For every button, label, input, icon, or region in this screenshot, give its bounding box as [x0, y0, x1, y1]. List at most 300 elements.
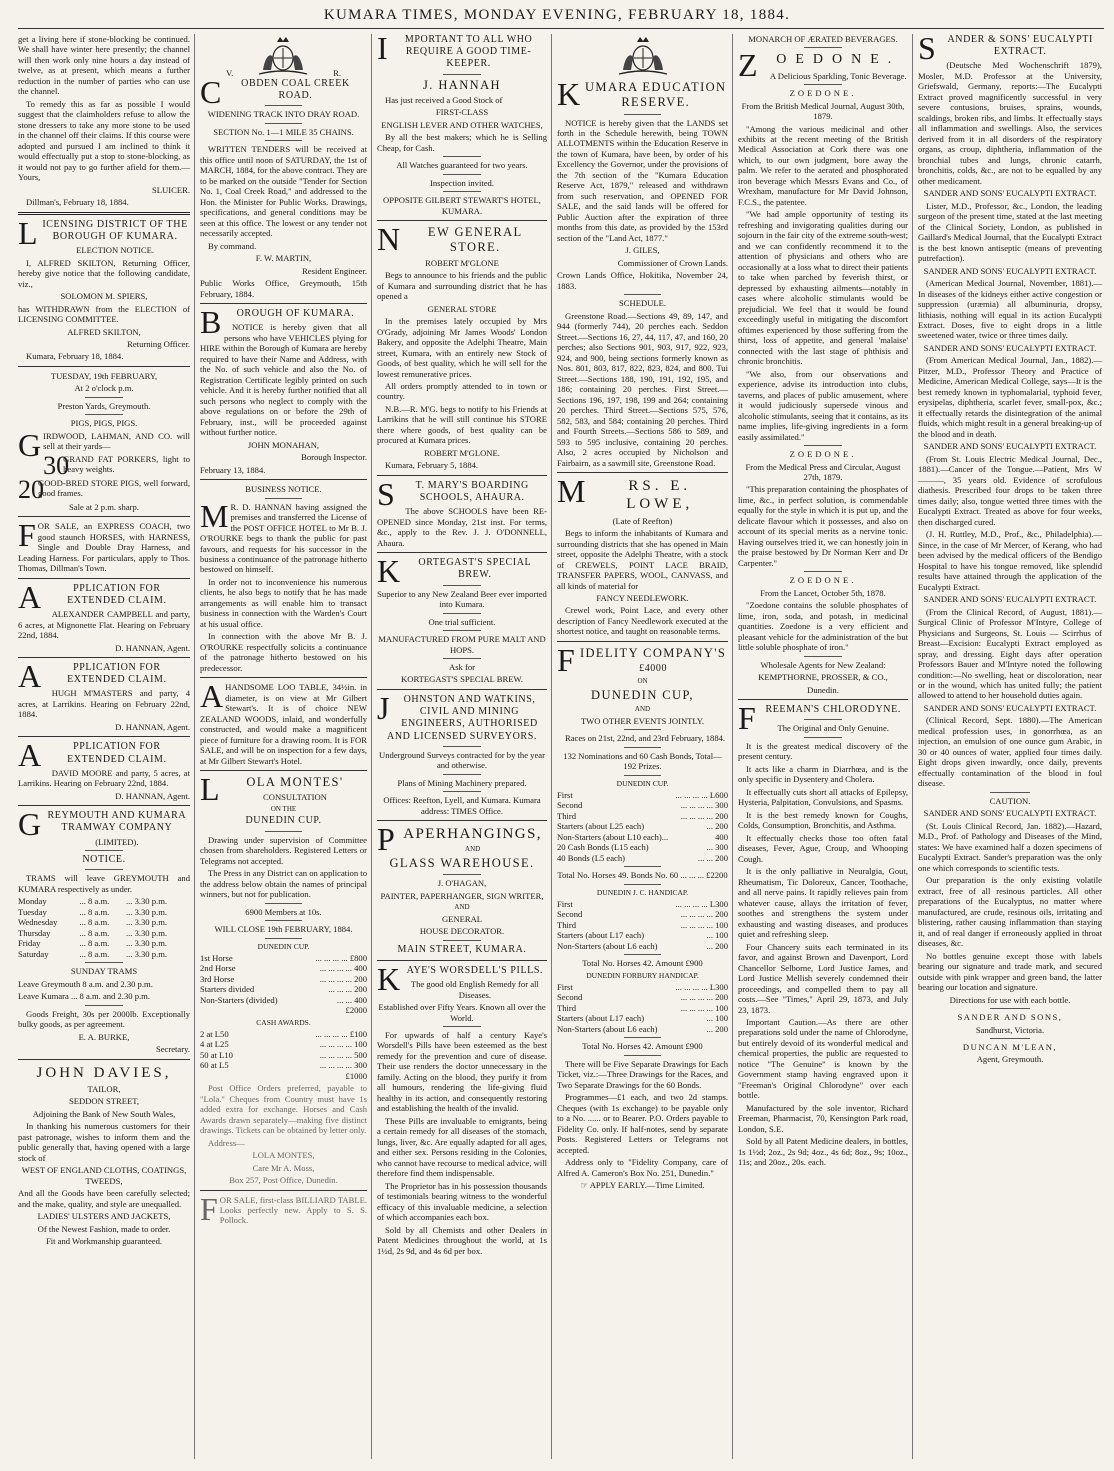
divider: [18, 516, 190, 517]
zoedone-monarch: MONARCH OF ÆRATED BEVERAGES.: [748, 34, 898, 44]
table-row: 2nd Horse ... ... ... ... 400: [200, 963, 367, 974]
table-row: First ... ... ... ... L600: [557, 789, 728, 800]
kaye-established: Established over Fifty Years. Known all over the World.: [378, 1002, 546, 1023]
table-row: Starters divided ... ... ... 200: [200, 984, 367, 995]
store-general: GENERAL STORE: [427, 303, 497, 314]
sunday-trams-heading: SUNDAY TRAMS: [70, 966, 138, 977]
divider: [804, 737, 841, 738]
paper-general: GENERAL: [441, 913, 483, 924]
masthead-rule: [18, 28, 1104, 29]
sander-heading: SANDER AND SONS' EUCALYPTI EXTRACT.: [923, 265, 1097, 276]
divider: [200, 677, 367, 678]
goods-freight: Goods Freight, 30s per 2000lb. Exceptionally bulky goods, as per agreement.: [18, 1008, 190, 1030]
davies-ladies: LADIES' ULSTERS AND JACKETS,: [37, 1211, 171, 1222]
fidelity-races: Races on 21st, 22nd, and 23rd February, 1884.: [565, 733, 726, 744]
table-row: Wednesday ... 8 a.m. ... 3.30 p.m.: [18, 917, 168, 928]
lowe-title: MRS. E. LOWE,: [557, 473, 694, 513]
paper-address: MAIN STREET, KUMARA.: [397, 943, 527, 955]
paper-house: HOUSE DECORATOR.: [419, 926, 505, 937]
store-body: In the premises lately occupied by Mrs O'Grady, adjoining Mr James Woods' London Bakery, and opposite the Adelphi Theatre, Main street, Kumara, with an entirely new Stock of Goods, of best quality, which he will sell for the lowest remunerative prices.: [377, 316, 547, 379]
fidelity-apply: [557, 1180, 728, 1190]
application-body: HUGH M'MASTERS and party, 4 acres, at Larrikins. Hearing on February 22nd, 1884.: [18, 688, 190, 720]
education-office: Crown Lands Office, Hokitika, November 24, 1883.: [557, 270, 728, 291]
divider: [18, 366, 190, 367]
davies-body: And all the Goods have been carefully selected; and the make, quality, and style are unequalled.: [18, 1188, 190, 1209]
divider: [265, 498, 302, 499]
billiard-ad: FOR SALE, first-class BILLIARD TABLE. Looks perfectly new. Apply to S. S. Pollock.: [200, 1190, 367, 1227]
table-row: 40 Bonds (L5 each) ... ... 200: [557, 852, 728, 863]
divider: [200, 770, 367, 771]
divider: [377, 475, 547, 476]
pig-sale-time: At 2 o'clock p.m.: [74, 383, 134, 394]
divider: [265, 903, 302, 904]
sander-signature: SANDER AND SONS,: [957, 1012, 1063, 1023]
brew-title: KORTEGAST'S SPECIAL BREW.: [377, 553, 532, 590]
zoedone-heading: ZOEDONE.: [789, 575, 857, 586]
divider: [85, 962, 123, 963]
kaye-body: These Pills are invaluable to emigrants, being a certain remedy for all diseases of the stomach, lungs, liver, &c. Are equally adapted for all ages, and either sex. Persons residing in the Colonies, who cannot have recourse to medical advice, will therefore find them indispensable.: [377, 1115, 547, 1179]
freeman-title: FREEMAN'S CHLORODYNE.: [738, 700, 901, 737]
brew-ask: Ask for: [448, 661, 476, 672]
divider: [624, 884, 662, 885]
table-row: Monday ... 8 a.m. ... 3.30 p.m.: [18, 896, 168, 907]
hannah-body: Has just received a Good Stock of: [385, 94, 503, 105]
sunday-trams-row: Leave Kumara ... 8 a.m. and 2.30 p.m.: [18, 991, 150, 1002]
pig-lot-desc: GRAND FAT PORKERS, light to heavy weights.: [63, 453, 190, 475]
table-row: Non-Starters (about L6 each) ... 200: [557, 940, 728, 951]
sander-agent-location: Agent, Greymouth.: [976, 1054, 1044, 1065]
borough-role: Borough Inspector.: [301, 452, 367, 463]
divider: [377, 689, 547, 690]
sander-directions: Directions for use with each bottle.: [949, 994, 1071, 1005]
licensing-role: Returning Officer.: [127, 339, 190, 349]
table-row: Starters (about L25 each) ... 200: [557, 821, 728, 832]
kaye-body: Sold by all Chemists and other Dealers in Patent Medicines throughout the world, at 1s 1½d, 2s 9d, and 4s 6d per box.: [377, 1224, 547, 1256]
zoedone-agents: Wholesale Agents for New Zealand:: [760, 659, 886, 670]
divider: [377, 220, 547, 221]
divider: [443, 1026, 480, 1027]
lola-cup: DUNEDIN CUP.: [245, 815, 322, 827]
hannah-item: ENGLISH LEVER AND OTHER WATCHES,: [381, 119, 543, 130]
zoedone-title: ZOEDONE.: [738, 47, 901, 84]
divider: [443, 630, 480, 631]
tramway-timetable: [18, 896, 190, 959]
divider: [624, 114, 662, 115]
tramway-notice: NOTICE.: [82, 854, 126, 866]
licensing-subtitle: ELECTION NOTICE.: [76, 245, 154, 256]
table-row: Non-Starters (about L6 each) ... 200: [557, 1023, 728, 1034]
divider: [18, 212, 190, 215]
sander-body: Lister, M.D., Professor, &c., London, the leading surgeon of the present time, stated at the last meeting of the Clinical Society, London, as published in Gaillard's Medical Journal, that the Eucalypti Extract is the best known antiseptic (means of preventing putrefaction).: [918, 200, 1102, 264]
divider: [443, 174, 480, 175]
column-6: [914, 34, 1106, 1464]
application-title: APPLICATION FOR EXTENDED CLAIM.: [18, 658, 167, 695]
application-signature: D. HANNAN, Agent.: [115, 721, 190, 732]
sander-heading: SANDER AND SONS' EUCALYPTI EXTRACT.: [923, 342, 1097, 353]
divider: [443, 746, 480, 747]
paper-and: AND: [454, 903, 470, 912]
education-schedule: Greenstone Road.—Sections 49, 89, 147, and 944 (formerly 744), 20 perches each. Seddon Street.—Sections 16, 27, 44, 117, 47, and 160, 20 perches; also Sections 901, 903, 917, 922, 923, 924, and 900, being sections formerly known as Nos. 801, 803, 817, 822, 823, 824, and 800. Tui Street.—Sections 188, 190, 191, 192, 195, and 186; containing 20 perches. First Street.—Sections 196, 197, 198, 199 and 264; containing 20 perches. Third Street.—Sections 575, 576, 582, 583, and 584; containing 20 perches. Third and Fourth Streets.—Sections 586 to 589, and 593 to 595 inclusive, containing 20 perches. Also, 2 acres occupied by Nicholson and Fairbairn, as a sawmill site, Greenstone Road.: [557, 310, 728, 468]
divider: [377, 820, 547, 821]
business-body: In connection with the above Mr B. J. O'ROURKE respectfully solicits a continuance of the patronage hitherto bestowed on his predecessor.: [200, 631, 367, 673]
pig-sale-place: Preston Yards, Greymouth.: [57, 400, 151, 411]
table-row: Tuesday ... 8 a.m. ... 3.30 p.m.: [18, 906, 168, 917]
davies-title: JOHN DAVIES,: [36, 1064, 172, 1081]
divider: [804, 656, 841, 657]
divider: [18, 657, 190, 658]
licensing-body: I, ALFRED SKILTON, Returning Officer, hereby give notice that the following candidate, viz.,: [18, 257, 190, 289]
application-body: ALEXANDER CAMPBELL and party, 6 acres, at Mignonette Flat. Hearing on February 22nd, 1884.: [18, 609, 190, 641]
fidelity-nominations: 132 Nominations and 60 Cash Bonds, Total—192 Prizes.: [563, 750, 722, 772]
divider: [18, 1059, 190, 1060]
davies-fashion: Of the Newest Fashion, made to order.: [37, 1223, 171, 1234]
loo-table-ad: AHANDSOME LOO TABLE, 34½in. in diameter, is on view at Mr Gilbert Stewart's. It is of choice NEW ZEALAND WOODS, inlaid, and wonderfully constructed, and would make a magnificent piece of furniture for a drawing room. It is FOR SALE, and will be on inspection for a few days, at Mr Gilbert Stewart's Hotel.: [200, 678, 367, 766]
freeman-body: It is the only palliative in Neuralgia, Gout, Rheumatism, Tic Doloreux, Cancer, Toothache, and all nerve pains. It rapidly relieves pain from whatever cause, allays the irritation of fever, soothes and strengthens the system under exhausting and wasting diseases, and produces quiet and refreshing sleep.: [738, 866, 908, 940]
tramway-limited: (LIMITED).: [95, 836, 139, 847]
divider: [443, 156, 480, 157]
divider: [804, 84, 841, 85]
divider: [624, 1037, 662, 1038]
divider: [990, 1038, 1030, 1039]
jw-plans: Plans of Mining Machinery prepared.: [397, 777, 527, 788]
sander-body: (St. Louis Clinical Record, Jan. 1882).—Hazard, M.D., Prof. of Pathology and Diseases of the Mind, states: We have examined half a dozen specimens of Eucalypti Extract. Sander's preparation was the only one which corresponds to scientific tests.: [918, 820, 1102, 873]
fidelity-cup-total: Total No. Horses 49. Bonds No. 60 ... ... ... £2200: [557, 870, 728, 881]
table-row: Non-Starters (about L10 each)... 400: [557, 831, 728, 842]
table-row: Second ... ... ... ... 200: [557, 909, 728, 920]
pointing-hand-icon: ☞: [580, 1180, 589, 1191]
divider: [557, 641, 728, 642]
paper-and: AND: [465, 845, 481, 854]
table-row: Friday ... 8 a.m. ... 3.30 p.m.: [18, 938, 168, 949]
table-row: Second ... ... ... ... 200: [557, 992, 728, 1003]
lola-address-care: Care Mr A. Moss,: [252, 1162, 315, 1173]
divider: [624, 747, 662, 748]
table-row: Second ... ... ... ... 300: [557, 800, 728, 811]
table-row: 3rd Horse ... ... ... ... 200: [200, 973, 367, 984]
table-row: 1st Horse ... ... ... ... £800: [200, 952, 367, 963]
freeman-body: It acts like a charm in Diarrhœa, and is the only specific in Dysentery and Cholera.: [738, 763, 908, 785]
tramway-signature: E. A. BURKE,: [78, 1031, 130, 1042]
freeman-body: It is the best remedy known for Coughs, Colds, Consumption, Bronchitis, and Asthma.: [738, 809, 908, 831]
zoedone-agent-city: Dunedin.: [807, 684, 839, 695]
business-body: In order not to inconvenience his numerous clients, he also begs to notify that he has made arrangements as will enable him to transact business in connection with the Warden's Court at his usual office.: [200, 576, 367, 629]
sluicer-letter: get a living here if stone-blocking be continued. We shall have winter here presently; the channel will then work only nine hours a day instead of twelve, as at present, which means a further reduction in the number of parties who can use the channel.: [18, 34, 190, 97]
davies-location: Adjoining the Bank of New South Wales,: [32, 1108, 176, 1119]
fidelity-body: Programmes—£1 each, and two 2d stamps. Cheques (with 1s exchange) to be payable only to a No. ...... or to Bearer. P.O. Orders payable to Fidelity Co. only. If half-notes, send by separate Posts. Registered Letters or Telegrams not accepted.: [557, 1092, 728, 1155]
jw-title: JOHNSTON AND WATKINS, CIVIL AND MINING ENGINEERS, AUTHORISED AND LICENSED SURVEYORS.: [377, 689, 538, 742]
zoedone-source: From the Medical Press and Circular, August 27th, 1879.: [745, 461, 901, 482]
lowe-late: (Late of Reefton): [612, 515, 673, 526]
paper-title: PAPERHANGINGS,: [377, 821, 542, 858]
divider: [804, 719, 841, 720]
kaye-subtitle: The good old English Remedy for all Diseases.: [410, 979, 539, 1000]
table-row: 20 Cash Bonds (L15 each) ... 300: [557, 842, 728, 853]
sluicer-date: Dillman's, February 18, 1884.: [26, 197, 129, 208]
education-signature: J. GILES,: [625, 245, 660, 256]
lowe-body: Crewel work, Point Lace, and every other description of Fancy Needlework executed at the shortest notice, and taught on reasonable terms.: [557, 605, 728, 637]
hannah-address: OPPOSITE GILBERT STEWART'S HOTEL, KUMARA.: [383, 195, 541, 216]
davies-goods: WEST OF ENGLAND CLOTHS, COATINGS, TWEEDS,: [21, 1165, 187, 1186]
sander-heading: SANDER AND SONS' EUCALYPTI EXTRACT.: [923, 594, 1097, 605]
fidelity-jc-total: Total No. Horses 42. Amount £900: [582, 958, 703, 969]
table-row: 2 at L50 ... ... ... ... £100: [200, 1028, 367, 1039]
cobden-subtitle: WIDENING TRACK INTO DRAY ROAD.: [207, 109, 360, 120]
divider: [804, 47, 841, 48]
lola-cash-total: £1000: [345, 1070, 367, 1081]
divider: [624, 729, 662, 730]
column-divider: [371, 34, 372, 1459]
store-name: ROBERT M'GLONE: [425, 257, 499, 268]
davies-street: SEDDON STREET,: [68, 1096, 140, 1107]
divider: [265, 123, 302, 124]
fidelity-title: FIDELITY COMPANY'S: [557, 641, 727, 678]
pig-lot-number: 20: [18, 477, 44, 502]
table-row: First ... ... ... ... L300: [557, 981, 728, 992]
divider: [443, 613, 480, 614]
tramway-title: GREYMOUTH AND KUMARA TRAMWAY COMPANY: [18, 806, 187, 843]
freeman-body: It effectually checks those too often fatal diseases, Fever, Ague, Croup, and Whooping Cough.: [738, 832, 908, 864]
pig-sale-time-note: Sale at 2 p.m. sharp.: [69, 501, 139, 512]
cobden-body: WRITTEN TENDERS will be received at this office until noon of SATURDAY, the 1st of MARCH, 1884, for the above contract. They are to be marked on the outside "Tender for Section No. 1, Coal Creek Road," and addressed to the Hon. the Minister for Public Works. Drawings, specifications, and general conditions may be seen at this office. The lowest or any tender not necessarily accepted.: [200, 144, 367, 239]
divider: [443, 774, 480, 775]
divider: [200, 1190, 367, 1191]
zoedone-heading: ZOEDONE.: [789, 88, 857, 99]
freeman-body: Four Chancery suits each terminated in its favor, and against Brown and Davenport, Lord Chancellor Selborne, Lord Justice James, and Lord Justice Mellish severely condemned their proceedings, and compelled them to pay all costs.—See "Times," April 29, 1873, and July 23, 1873.: [738, 941, 908, 1015]
zoedone-heading: ZOEDONE.: [789, 449, 857, 460]
cobden-section: SECTION No. 1—1 MILE 35 CHAINS.: [213, 126, 354, 137]
sander-caution: CAUTION.: [989, 795, 1031, 806]
sander-body: Our preparation is the only existing volatile extract, free of all resinous particles. All other preparations of the Eucalyptus, no matter where manufactured, are crude, resinous oils, irritating and blistering, rather causing inflammation than staying it, and of real danger if erroneously applied in throat diseases, &c.: [918, 875, 1102, 949]
crest-letter: R.: [333, 67, 341, 78]
divider: [85, 397, 123, 398]
sander-location: Sandhurst, Victoria.: [975, 1024, 1045, 1035]
education-schedule-heading: SCHEDULE.: [618, 298, 667, 309]
sander-body: (J. H. Ruttley, M.D., Prof., &c., Philadelphia).—Since, in the case of Mr Mercer, of Kerang, who had been advised by the medical officers of the Bendigo Hospital to have his tongue removed, like splendid results have attained through the application of the Eucalypti Extract.: [918, 529, 1102, 592]
divider: [738, 699, 908, 700]
lola-address-box: Box 257, Post Office, Dunedin.: [229, 1175, 338, 1186]
lola-cup-heading: DUNEDIN CUP.: [257, 941, 310, 951]
divider: [18, 805, 190, 806]
sander-body: (Deutsche Med Wochenschrift 1879), Mosler, M.D. Professor at the University, Griefswald, Germany, reports:—The Eucalypti Extract proved magnificently successful in very severe contusions, bruises, sprains, wounds, scaldings, broken ribs, and limbs. It effectually stays all inflammation and swellings. Also, the services derived from it in all disorders of the respiratory organs, as croup, diphtheria, inflammation of the bronchial tubes and lungs, chronic catarrh, bronchitis, colds, &c., are not to be equalled by any other medicament.: [918, 60, 1102, 186]
pig-lot-desc: GOOD-BRED STORE PIGS, well forward, good frames.: [38, 477, 190, 499]
divider: [624, 1055, 662, 1056]
zoedone-body: "Zoedone contains the soluble phosphates of lime, iron, soda, and potash, in medicinal quantities. Zoedone is a very efficient and pleasant vehicle for the administration of the but little soluble phosphate of iron.": [738, 600, 908, 653]
coach-for-sale: FOR SALE, an EXPRESS COACH, two good staunch HORSES, with HARNESS, Single and Double Dray Harness, and Leading Harness. For particulars, apply to Thos. Thomas, Dillman's Town.: [18, 517, 190, 574]
davies-body: In thanking his numerous customers for their past patronage, wishes to inform them and the public generally that, having opened with a large stock of: [18, 1121, 190, 1163]
education-title: KUMARA EDUCATION RESERVE.: [557, 76, 727, 112]
brew-trial: One trial sufficient.: [428, 616, 496, 627]
paper-trade: PAINTER, PAPERHANGER, SIGN WRITER,: [380, 890, 544, 901]
hannah-body: By all the best makers; which he is Selling Cheap, for Cash.: [377, 132, 547, 153]
sander-heading: SANDER AND SONS' EUCALYPTI EXTRACT.: [923, 702, 1097, 713]
column-2: [196, 34, 371, 1464]
application-title: APPLICATION FOR EXTENDED CLAIM.: [18, 578, 167, 615]
zoedone-body: "Among the various medicinal and other exhibits at the recent meeting of the British Medical Association at Cork there was one which, to our own judgment, bore away the palm. We refer to the aerated and phosphorated iron beverage which Messrs Evans and Co., of Wrexham, manufacture for Mr David Johnson, F.C.S., the patentee.: [738, 123, 908, 207]
sander-body: No bottles genuine except those with labels bearing our signature and trade mark, and secured outside with pink wrapper and green band, the latter bearing our location and signature.: [918, 950, 1102, 993]
hannah-guarantee: All Watches guaranteed for two years.: [396, 160, 528, 171]
royal-crest-icon: [612, 34, 674, 78]
divider: [443, 191, 480, 192]
tramway-role: Secretary.: [155, 1044, 190, 1055]
divider: [265, 105, 302, 106]
divider: [265, 140, 302, 141]
table-row: Non-Starters (divided) ... ... 400: [200, 994, 367, 1005]
column-divider: [732, 34, 733, 1459]
table-row: Starters (about L17 each) ... 100: [557, 930, 728, 941]
jw-body: Underground Surveys contracted for by the year and otherwise.: [379, 749, 545, 771]
licensing-name: SOLOMON M. SPIERS,: [60, 291, 148, 302]
lola-cash-table: [200, 1029, 367, 1071]
royal-crest-row: [200, 34, 367, 78]
divider: [443, 791, 480, 792]
brew-made: MANUFACTURED FROM PURE MALT AND HOPS.: [378, 634, 546, 655]
divider: [443, 658, 480, 659]
fidelity-forbury-total: Total No. Horses 42. Amount £900: [582, 1041, 703, 1052]
sluicer-letter: To remedy this as far as possible I would suggest that the claimholders refuse to allow the stone dressers to take any more stone to be used in the channel off their claims. If this course were adopted and pursued I am inclined to think it would effectually put a stop to stone-blocking, as it would not pay to go further afield for them.—Yours,: [18, 98, 190, 183]
divider: [18, 578, 190, 579]
store-body: Begs to announce to his friends and the public of Kumara and surrounding district that he has opened a: [377, 270, 547, 302]
lola-title: LOLA MONTES': [200, 771, 344, 808]
divider: [990, 792, 1030, 793]
table-row: Third ... ... ... ... 100: [557, 1002, 728, 1013]
application-title: APPLICATION FOR EXTENDED CLAIM.: [18, 737, 167, 774]
zoedone-agent-name: KEMPTHORNE, PROSSER, & CO.,: [758, 672, 888, 683]
freeman-body: Manufactured by the sole inventor, Richard Freeman, Pharmacist, 70, Kensington Park road, London, S.E.: [738, 1102, 908, 1134]
divider: [804, 571, 841, 572]
brew-name: KORTEGAST'S SPECIAL BREW.: [401, 674, 523, 685]
freeman-body: Sold by all Patent Medicine dealers, in bottles, 1s 1½d; 2oz., 2s 9d; 4oz., 4s 6d; 8oz., 9s; 10oz., 11s; and 20oz., 20s. each.: [738, 1136, 908, 1168]
licensing-signature: ALFRED SKILTON,: [67, 326, 141, 337]
column-1: [14, 34, 194, 1464]
fidelity-cup-heading: DUNEDIN CUP.: [616, 778, 669, 788]
fidelity-on: ON: [637, 677, 648, 686]
sander-heading: SANDER AND SONS' EUCALYPTI EXTRACT.: [923, 441, 1097, 452]
davies-trade: TAILOR,: [87, 1083, 121, 1094]
licensing-title: LICENSING DISTRICT OF THE BOROUGH OF KUMARA.: [18, 214, 188, 251]
divider: [443, 585, 480, 586]
divider: [265, 831, 302, 832]
lola-body: Drawing under supervision of Committee chosen from shareholders. Registered Letters or Telegrams not accepted.: [200, 834, 367, 866]
royal-crest-icon: [253, 34, 313, 78]
licensing-date: Kumara, February 18, 1884.: [26, 351, 124, 362]
sander-heading: SANDER AND SONS' EUCALYPTI EXTRACT.: [923, 808, 1097, 819]
sander-body: (From American Medical Journal, Jan., 1882).—Pitzer, M.D., Professor Theory and Practice of Medicine, American Medical College, says—It is the best remedy known in typhomalarial, typhoid fever, erysipelas, diphtheria, scarlet fever, small-pox, &c.; it effectually retards the disintegration of the animal fluids, which might result in a general breaking-up of the blood and in death.: [918, 355, 1102, 439]
cobden-office: Public Works Office, Greymouth, 15th February, 1884.: [200, 278, 367, 299]
store-body: All orders promptly attended to in town or country.: [377, 381, 547, 402]
lola-subtitle: CONSULTATION: [263, 792, 327, 803]
tramway-intro: TRAMS will leave GREYMOUTH and KUMARA respectively as under.: [18, 873, 190, 894]
zoedone-source: From the Lancet, October 5th, 1878.: [760, 587, 886, 598]
freeman-body: Important Caution.—As there are other preparations sold under the name of Chlorodyne, but entirely devoid of its wonderful medical and chemical properties, the public are requested to notice "The Genuine" is known by the Government stamp having engraved upon it "Freeman's Original Chlorodyne" over each bottle.: [738, 1016, 908, 1101]
fidelity-cup-table: [557, 790, 728, 863]
application-signature: D. HANNAN, Agent.: [115, 790, 190, 801]
cobden-role: Resident Engineer.: [302, 265, 367, 276]
column-4: [553, 34, 732, 1464]
lola-prize-total: £2000: [345, 1005, 367, 1016]
fidelity-jc-heading: DUNEDIN J. C. HANDICAP.: [596, 887, 689, 897]
sander-body: (From St. Louis Electric Medical Journal, Dec., 1881).—Cancer of the Tongue.—Patient, Mrs W———, 35 years old. Evidence of scrofulous diathesis. Prescribed four drops to be taken three times daily; also, tongue wetted three times with the Eucalypti Extract. Treated as above for four weeks, then discharged cured.: [918, 453, 1102, 527]
fidelity-jc-table: [557, 899, 728, 951]
business-title: BUSINESS NOTICE.: [245, 484, 322, 495]
kaye-title: KAYE'S WORSDELL'S PILLS.: [377, 960, 544, 997]
kaye-body: The Proprietor has in his possession thousands of testimonials bearing witness to the wonderful efficacy of this invaluable medicine, a selection of which accompanies each box.: [377, 1180, 547, 1223]
divider: [804, 445, 841, 446]
fidelity-forbury-table: [557, 982, 728, 1034]
paper-glass: GLASS WAREHOUSE.: [389, 855, 535, 870]
borough-signature: JOHN MONAHAN,: [247, 439, 320, 450]
pig-lot: [43, 454, 190, 478]
divider: [85, 1005, 123, 1006]
lola-post: Post Office Orders preferred, payable to "Lola." Cheques from Country must have 1s added extra for exchange. Horses and Cash Awards drawn separately—making five distinct drawings. Tickets can be obtained by letter only.: [200, 1083, 367, 1136]
st-marys-body: The above SCHOOLS have been RE-OPENED since Monday, 21st inst. For terms, &c., apply to the Rev. J. J. O'DONNELL, Ahaura.: [377, 506, 547, 548]
divider: [18, 736, 190, 737]
pig-lot-number: 30: [43, 453, 70, 478]
cobden-signature: F. W. MARTIN,: [255, 253, 312, 264]
freeman-subtitle: The Original and Only Genuine.: [777, 723, 889, 734]
sander-body: (American Medical Journal, November, 1881).—In diseases of the kidneys either active congestion or suppression (uræmia) all albuminuria, dropsy, lithiasis, nothing will equal in its action Eucalypti Extract. Doses, five to eight drops in a little sweetened water, twice or three times daily.: [918, 278, 1102, 341]
divider: [200, 303, 367, 304]
davies-guarantee: Fit and Workmanship guaranteed.: [45, 1236, 163, 1247]
column-divider: [551, 34, 552, 1459]
st-marys-title: ST. MARY'S BOARDING SCHOOLS, AHAURA.: [377, 475, 529, 512]
cobden-title: COBDEN COAL CREEK ROAD.: [200, 74, 350, 110]
sluicer-signature: SLUICER.: [152, 184, 190, 195]
divider: [624, 775, 662, 776]
divider: [377, 960, 547, 961]
fidelity-forbury-heading: DUNEDIN FORBURY HANDICAP.: [586, 970, 699, 980]
lola-on: ON THE: [270, 804, 297, 813]
divider: [624, 954, 662, 955]
store-date: Kumara, February 5, 1884.: [385, 460, 479, 471]
divider: [443, 74, 480, 75]
pig-sale-body: GIRDWOOD, LAHMAN, AND CO. will sell at their yards—: [18, 426, 190, 463]
divider: [85, 850, 123, 851]
borough-title: BOROUGH OF KUMARA.: [200, 304, 355, 341]
cobden-command: By command.: [208, 240, 257, 251]
store-note: N.B.—R. M'G. begs to notify to his Friends at Larrikins that he will still continue his STORE there where goods, of best quality can be procured at Kumara prices.: [377, 403, 547, 446]
divider: [85, 869, 123, 870]
business-body: MR. D. HANNAN having assigned the premises and transferred the License of the POST OFFICE HOTEL to Mr B. J. O'ROURKE begs to thank the public for past favours, and requests for his successor in the business a continuance of the patronage hitherto bestowed on himself.: [200, 497, 367, 575]
pig-sale-date: TUESDAY, 19th FEBRUARY,: [50, 370, 158, 381]
application-signature: D. HANNAN, Agent.: [115, 642, 190, 653]
column-3: [373, 34, 551, 1464]
store-title: NEW GENERAL STORE.: [377, 221, 523, 258]
hannah-inspection: Inspection invited.: [430, 177, 494, 188]
borough-body: NOTICE is hereby given that all persons who have VEHICLES plying for HIRE within the Borough of Kumara are hereby required to have their Name and Address, with the No. of such vehicle and also the No. of Registration Certificate legibly printed on such vehicle. And it is hereby further notified that all such persons who neglect to comply with the above regulations on or before the 29th of February, inst., will be proceeded against without further notice.: [200, 322, 367, 438]
table-row: Thursday ... 8 a.m. ... 3.30 p.m.: [18, 927, 168, 938]
zoedone-source: From the British Medical Journal, August 30th, 1879.: [741, 100, 905, 122]
divider: [265, 920, 302, 921]
zoedone-subtitle: A Delicious Sparkling, Tonic Beverage.: [769, 70, 907, 81]
divider: [200, 479, 367, 480]
fidelity-apply-text: APPLY EARLY.—Time Limited.: [589, 1180, 705, 1191]
lola-body: The Press in any District can on application to the address below obtain the names of principal winners, but not for publication.: [200, 868, 367, 900]
licensing-body: has WITHDRAWN from the ELECTION of LICENSING COMMITTEE.: [18, 303, 190, 325]
lola-prize-table: [200, 953, 367, 1005]
table-row: First ... ... ... ... L300: [557, 898, 728, 909]
lowe-fancy: FANCY NEEDLEWORK.: [596, 592, 689, 603]
hannah-title: IMPORTANT TO ALL WHO REQUIRE A GOOD TIME-KEEPER.: [377, 34, 533, 70]
sander-body: (From the Clinical Record, of August, 1881).—Surgical Clinic of Professor M'Intyre, College of Physicians and Surgeons, St. Louis — Scirrhus of Breast—Excision: Eucalypti Extract employed as spray, and dressing. Eight days after operation Professors Bauer and M'Intyre noted the following condition:—No swelling, heat or discoloration, near or in the wound, which has united fully; the patient allowed to attend to her household duties again.: [918, 606, 1102, 701]
divider: [624, 866, 662, 867]
crest-letter: V.: [226, 67, 234, 78]
divider: [443, 940, 480, 941]
sander-heading: SANDER AND SONS' EUCALYPTI EXTRACT.: [923, 188, 1097, 199]
brew-body: Superior to any New Zealand Beer ever imported into Kumara.: [377, 588, 547, 610]
table-row: Third ... ... ... ... 200: [557, 810, 728, 821]
table-row: 50 at L10 ... ... ... ... 500: [200, 1049, 367, 1060]
divider: [624, 294, 662, 295]
